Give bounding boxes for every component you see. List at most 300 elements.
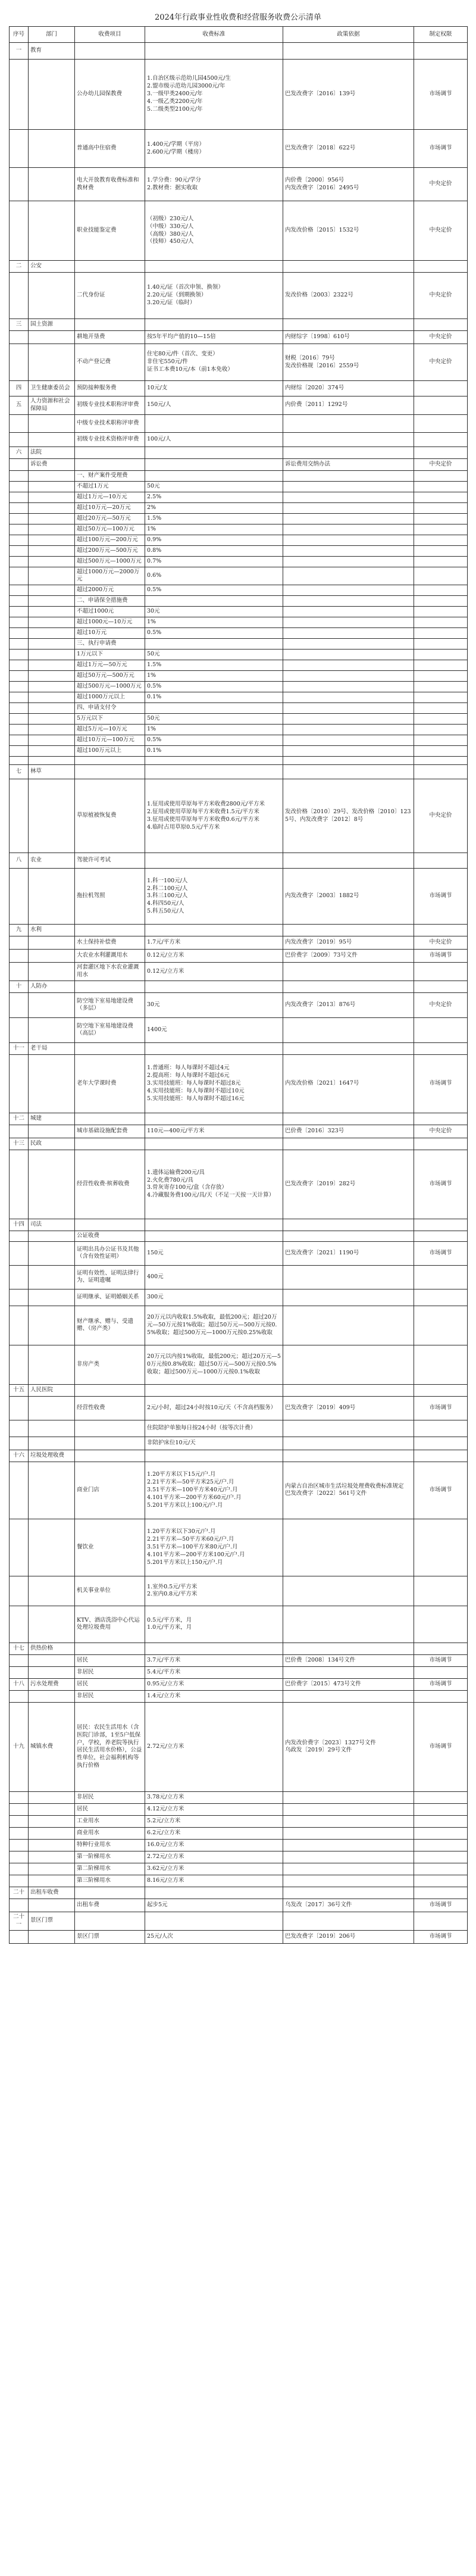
row-item: 非居民 (75, 1791, 145, 1803)
row-no (10, 130, 29, 168)
row-type (414, 639, 468, 650)
table-row (10, 735, 468, 746)
row-type (414, 671, 468, 682)
row-basis (283, 660, 414, 671)
row-type (414, 1420, 468, 1437)
row-no (10, 432, 29, 446)
row-item: 超过10万元—100万元 (75, 735, 145, 746)
row-basis: 巴发改费字〔2019〕282号 (283, 1150, 414, 1219)
fee-table (9, 26, 468, 1944)
row-no (10, 639, 29, 650)
row-no (10, 1306, 29, 1345)
row-basis (283, 1519, 414, 1576)
row-basis (283, 1643, 414, 1654)
row-item: 大农业水利灌溉用水 (75, 950, 145, 963)
row-type (414, 492, 468, 502)
table-row (10, 1289, 468, 1306)
row-standard: 0.8% (145, 545, 283, 556)
row-standard (145, 765, 283, 779)
row-no: 十五 (10, 1384, 29, 1396)
row-no: 四 (10, 381, 29, 396)
row-dept (29, 1851, 75, 1863)
row-dept (29, 492, 75, 502)
header-basis: 政策依据 (283, 27, 414, 43)
row-standard: 非陪护床位10元/天 (145, 1437, 283, 1450)
row-basis (283, 1887, 414, 1899)
row-type (414, 1265, 468, 1289)
row-item: 居民 (75, 1678, 145, 1690)
row-no: 十三 (10, 1138, 29, 1150)
row-dept (29, 660, 75, 671)
row-no (10, 628, 29, 639)
header-dept: 部门 (29, 27, 75, 43)
row-type: 中央定价 (414, 168, 468, 201)
row-type (414, 414, 468, 432)
row-item: 拖拉机驾照 (75, 869, 145, 925)
row-dept: 垃圾处理收费 (29, 1450, 75, 1462)
table-row (10, 1462, 468, 1519)
row-type (414, 524, 468, 535)
row-type (414, 714, 468, 725)
row-item: 居民 (75, 1654, 145, 1666)
row-basis (283, 432, 414, 446)
row-item: 商业门店 (75, 1462, 145, 1519)
table-row (10, 1702, 468, 1791)
row-standard: 0.6% (145, 567, 283, 585)
table-row (10, 1839, 468, 1851)
row-dept: 水利 (29, 925, 75, 936)
row-item: 防空地下室易地建设费（多层） (75, 992, 145, 1017)
table-row (10, 1851, 468, 1863)
row-type (414, 545, 468, 556)
row-no: 五 (10, 396, 29, 415)
row-type: 市场调节 (414, 1702, 468, 1791)
row-basis (283, 470, 414, 481)
row-item: 第二阶梯用水 (75, 1863, 145, 1875)
row-basis (283, 585, 414, 596)
row-type (414, 746, 468, 757)
row-dept (29, 746, 75, 757)
row-type (414, 981, 468, 992)
row-item: 驾驶许可考试 (75, 853, 145, 869)
table-row (10, 1396, 468, 1420)
row-item: 老年大学课时费 (75, 1054, 145, 1113)
row-item (75, 1384, 145, 1396)
table-row (10, 1912, 468, 1930)
row-item: 草原植被恢复费 (75, 779, 145, 853)
row-basis (283, 1138, 414, 1150)
row-type (414, 617, 468, 628)
row-standard: 1.室外0.5元/平方米 2.室内0.8元/平方米 (145, 1576, 283, 1606)
row-type: 市场调节 (414, 1899, 468, 1912)
row-standard: 1.自治区级示范幼儿园4500元/生 2.盟市级示范幼儿园3000元/年 3.一级甲类2400元/年 4.一级乙类2200元/年 5.二级类型2100元/年 (145, 60, 283, 130)
row-no (10, 1125, 29, 1138)
table-row (10, 130, 468, 168)
table-row (10, 725, 468, 735)
row-type (414, 381, 468, 396)
table-row (10, 545, 468, 556)
row-standard: 1.5% (145, 660, 283, 671)
row-standard: 0.1% (145, 692, 283, 703)
row-basis (283, 535, 414, 545)
table-row (10, 671, 468, 682)
row-type (414, 682, 468, 692)
row-dept: 污水处理费 (29, 1678, 75, 1690)
row-standard: 1.20平方米以下30元/户.月 2.21平方米—50平方米60元/户.月 3.51平方米—100平方米80元/户.月 4.101平方米—200平方米100元/户.月 5.201平方米以上150元/户.月 (145, 1519, 283, 1576)
row-standard (145, 1219, 283, 1231)
table-row (10, 617, 468, 628)
row-basis (283, 1420, 414, 1437)
row-no (10, 1345, 29, 1384)
row-basis (283, 414, 414, 432)
table-row (10, 273, 468, 319)
row-type: 中央定价 (414, 344, 468, 381)
row-dept (29, 936, 75, 950)
row-type (414, 1113, 468, 1125)
row-dept (29, 470, 75, 481)
table-row (10, 381, 468, 396)
row-basis (283, 1017, 414, 1042)
row-type (414, 513, 468, 524)
row-standard: 150元/人 (145, 396, 283, 415)
row-item: 超过500万元—1000万元 (75, 556, 145, 567)
row-standard: 1.20平方米以下15元/户.月 2.21平方米—50平方米25元/户.月 3.51平方米—100平方米40元/户.月 4.101平方米—200平方米60元/户.月 5.201平方米以上100元/户.月 (145, 1462, 283, 1519)
row-dept (29, 757, 75, 765)
row-standard: 50元 (145, 650, 283, 660)
row-no (10, 1396, 29, 1420)
row-dept (29, 502, 75, 513)
table-row (10, 1690, 468, 1702)
table-row (10, 60, 468, 130)
row-item (75, 1042, 145, 1054)
row-no (10, 556, 29, 567)
row-no (10, 168, 29, 201)
row-basis: 巴发改费字〔2021〕1190号 (283, 1241, 414, 1265)
row-basis (283, 617, 414, 628)
table-row (10, 628, 468, 639)
row-dept (29, 414, 75, 432)
row-basis (283, 1851, 414, 1863)
row-basis (283, 1827, 414, 1839)
table-row (10, 1576, 468, 1606)
row-no (10, 703, 29, 714)
table-row (10, 513, 468, 524)
row-standard (145, 458, 283, 470)
row-type (414, 432, 468, 446)
row-item: 超过20万元—50万元 (75, 513, 145, 524)
row-dept: 出租车收费 (29, 1887, 75, 1899)
row-no (10, 470, 29, 481)
row-no (10, 1241, 29, 1265)
row-type: 市场调节 (414, 130, 468, 168)
row-no (10, 1803, 29, 1815)
row-basis: 内价费〔2000〕956号 内发改费字〔2016〕2495号 (283, 168, 414, 201)
row-dept (29, 513, 75, 524)
row-basis (283, 1042, 414, 1054)
row-item: 特种行业用水 (75, 1839, 145, 1851)
row-dept (29, 1606, 75, 1643)
row-basis (283, 545, 414, 556)
row-basis: 内发改费字〔2013〕876号 (283, 992, 414, 1017)
row-standard (145, 470, 283, 481)
row-basis (283, 682, 414, 692)
table-row (10, 1519, 468, 1576)
row-standard (145, 1138, 283, 1150)
row-type (414, 725, 468, 735)
row-basis (283, 628, 414, 639)
row-dept (29, 607, 75, 617)
row-type (414, 1643, 468, 1654)
table-row (10, 1654, 468, 1666)
row-basis: 巴发改费字〔2016〕139号 (283, 60, 414, 130)
row-item: 超过50万元—100万元 (75, 524, 145, 535)
row-dept (29, 703, 75, 714)
row-type: 中央定价 (414, 273, 468, 319)
row-type (414, 1827, 468, 1839)
row-standard: 300元 (145, 1289, 283, 1306)
row-standard: 1.普通班：每人每课时不超过4元 2.提高班：每人每课时不超过6元 3.实用技能班：每人每课时不超过8元 4.实用技能班：每人每课时不超过10元 5.实用技能班：每人每课时不超过16元 (145, 1054, 283, 1113)
row-no (10, 714, 29, 725)
row-basis: 内发改价格〔2015〕1532号 (283, 201, 414, 261)
row-dept (29, 1815, 75, 1827)
row-basis (283, 1450, 414, 1462)
row-item (75, 757, 145, 765)
row-item (75, 261, 145, 273)
table-row (10, 524, 468, 535)
row-basis (283, 481, 414, 492)
table-row (10, 639, 468, 650)
row-no (10, 1519, 29, 1576)
row-standard: 0.5元/平方米，月 1.0元/平方米，月 (145, 1606, 283, 1643)
row-dept (29, 1420, 75, 1437)
row-standard: 2.72元/立方米 (145, 1851, 283, 1863)
row-standard: 1.征用或使用草原每平方米收费2800元/平方米 2.征用或使用草原每平方米收费1.5元/平方米 3.征用或使用草原每平方米收费0.6元/平方米 4.临时占用草原0.5元/平方米 (145, 779, 283, 853)
row-standard (145, 1042, 283, 1054)
row-item: 财产继承、赠与、受遗赠、（房产类） (75, 1306, 145, 1345)
row-no (10, 481, 29, 492)
table-row (10, 1666, 468, 1678)
row-dept: 人民医院 (29, 1384, 75, 1396)
row-type (414, 1887, 468, 1899)
row-dept (29, 432, 75, 446)
row-standard: 2.72元/立方米 (145, 1702, 283, 1791)
table-row (10, 446, 468, 458)
row-no (10, 502, 29, 513)
row-dept (29, 596, 75, 607)
row-dept (29, 1265, 75, 1289)
row-dept (29, 1125, 75, 1138)
row-basis (283, 735, 414, 746)
row-type (414, 925, 468, 936)
row-type (414, 1912, 468, 1930)
row-dept (29, 725, 75, 735)
table-row (10, 607, 468, 617)
row-basis (283, 43, 414, 60)
row-dept (29, 992, 75, 1017)
row-dept (29, 1462, 75, 1519)
row-dept (29, 1930, 75, 1943)
table-row (10, 1219, 468, 1231)
row-type (414, 556, 468, 567)
row-standard (145, 1384, 283, 1396)
row-basis: 内财综〔2020〕374号 (283, 381, 414, 396)
row-item (75, 43, 145, 60)
row-type (414, 1815, 468, 1827)
row-dept (29, 273, 75, 319)
row-dept: 公安 (29, 261, 75, 273)
row-standard: 1400元 (145, 1017, 283, 1042)
table-row (10, 1306, 468, 1345)
row-standard: 1.科一100元/人 2.科二100元/人 3.科三100元/人 4.科四50元/人 5.科五50元/人 (145, 869, 283, 925)
row-standard: 1.40元/证（首次申领、换领） 2.20元/证（到期换领） 3.20元/证（临时） (145, 273, 283, 319)
row-standard (145, 703, 283, 714)
row-item: 超过2000万元 (75, 585, 145, 596)
row-item (75, 446, 145, 458)
row-item (75, 1450, 145, 1462)
row-item: 非居民 (75, 1690, 145, 1702)
table-row (10, 261, 468, 273)
row-no (10, 1017, 29, 1042)
row-dept (29, 545, 75, 556)
row-no (10, 1231, 29, 1241)
row-basis (283, 1289, 414, 1306)
row-standard: 0.12元/立方米 (145, 950, 283, 963)
row-standard (145, 757, 283, 765)
row-basis: 内发改费字〔2003〕1882号 (283, 869, 414, 925)
row-type: 中央定价 (414, 992, 468, 1017)
row-no (10, 524, 29, 535)
row-item: 证明有效性、证明法律行为、证明遗嘱 (75, 1265, 145, 1289)
row-no: 三 (10, 319, 29, 331)
row-no (10, 725, 29, 735)
table-row (10, 1803, 468, 1815)
row-standard: 1.遗体运输费200元/具 2.火化费780元/具 3.骨灰寄存100元/盒（含存放） 4.冷藏服务费100元/具/天（不足一天按一天计算） (145, 1150, 283, 1219)
row-basis (283, 1306, 414, 1345)
row-standard: 150元 (145, 1241, 283, 1265)
row-basis (283, 607, 414, 617)
row-no (10, 1606, 29, 1643)
table-row (10, 470, 468, 481)
table-row (10, 950, 468, 963)
row-no: 六 (10, 446, 29, 458)
row-basis: 巴发改费字〔2019〕206号 (283, 1930, 414, 1943)
row-dept (29, 1231, 75, 1241)
row-dept (29, 130, 75, 168)
row-item: 1万元以下 (75, 650, 145, 660)
row-type (414, 1606, 468, 1643)
table-row (10, 414, 468, 432)
row-item (75, 1912, 145, 1930)
row-dept (29, 344, 75, 381)
table-row (10, 481, 468, 492)
row-item: 居民：农民生活用水（含医院门诊部，1至5户低保户，学校，养老院等执行居民生活用水价格），公益性单位，社会福利机构等执行价格 (75, 1702, 145, 1791)
row-basis (283, 725, 414, 735)
row-standard (145, 319, 283, 331)
row-item: 普通高中住宿费 (75, 130, 145, 168)
row-type (414, 1289, 468, 1306)
row-standard: 1% (145, 524, 283, 535)
row-dept (29, 714, 75, 725)
row-no: 十六 (10, 1450, 29, 1462)
row-type (414, 1384, 468, 1396)
row-no: 十八 (10, 1678, 29, 1690)
row-standard: 100元/人 (145, 432, 283, 446)
table-row (10, 1113, 468, 1125)
row-type: 市场调节 (414, 60, 468, 130)
table-row (10, 1345, 468, 1384)
row-basis: 内财综字〔1998〕610号 (283, 331, 414, 344)
row-no (10, 692, 29, 703)
row-no (10, 963, 29, 981)
row-no (10, 779, 29, 853)
row-type: 中央定价 (414, 936, 468, 950)
row-basis (283, 1219, 414, 1231)
row-no (10, 458, 29, 470)
row-basis: 内价费〔2011〕1292号 (283, 396, 414, 415)
table-row (10, 1138, 468, 1150)
row-no: 十一 (10, 1042, 29, 1054)
row-no (10, 1437, 29, 1450)
row-standard: 2.5% (145, 492, 283, 502)
table-row (10, 757, 468, 765)
row-type (414, 1345, 468, 1384)
row-item: 三、执行申请费 (75, 639, 145, 650)
row-standard (145, 981, 283, 992)
row-no (10, 936, 29, 950)
row-dept (29, 1576, 75, 1606)
row-item: 超过1000万元—2000万元 (75, 567, 145, 585)
row-basis (283, 671, 414, 682)
row-basis (283, 524, 414, 535)
row-item: 公证收费 (75, 1231, 145, 1241)
row-standard: 0.12元/立方米 (145, 963, 283, 981)
table-row (10, 1420, 468, 1437)
table-row (10, 535, 468, 545)
row-basis (283, 567, 414, 585)
row-standard: 1% (145, 617, 283, 628)
row-dept (29, 535, 75, 545)
row-no (10, 201, 29, 261)
row-dept (29, 556, 75, 567)
row-dept (29, 1396, 75, 1420)
row-type (414, 596, 468, 607)
row-basis (283, 925, 414, 936)
row-dept (29, 481, 75, 492)
row-standard: 8.16元/立方米 (145, 1875, 283, 1887)
row-basis (283, 1576, 414, 1606)
row-basis (283, 596, 414, 607)
row-item: 5万元以下 (75, 714, 145, 725)
row-item: 初级专业技术资格评审费 (75, 432, 145, 446)
row-type (414, 1437, 468, 1450)
table-row (10, 1265, 468, 1289)
row-item (75, 1138, 145, 1150)
row-type: 中央定价 (414, 1125, 468, 1138)
table-row (10, 925, 468, 936)
row-item (75, 925, 145, 936)
row-dept (29, 1827, 75, 1839)
row-type (414, 1666, 468, 1678)
row-basis (283, 556, 414, 567)
row-standard: 5.2元/立方米 (145, 1815, 283, 1827)
row-type: 中央定价 (414, 458, 468, 470)
row-no (10, 650, 29, 660)
row-item: 二代身份证 (75, 273, 145, 319)
row-standard: 25元/人次 (145, 1930, 283, 1943)
row-item (75, 765, 145, 779)
row-item: 不超过1000元 (75, 607, 145, 617)
row-no (10, 1791, 29, 1803)
